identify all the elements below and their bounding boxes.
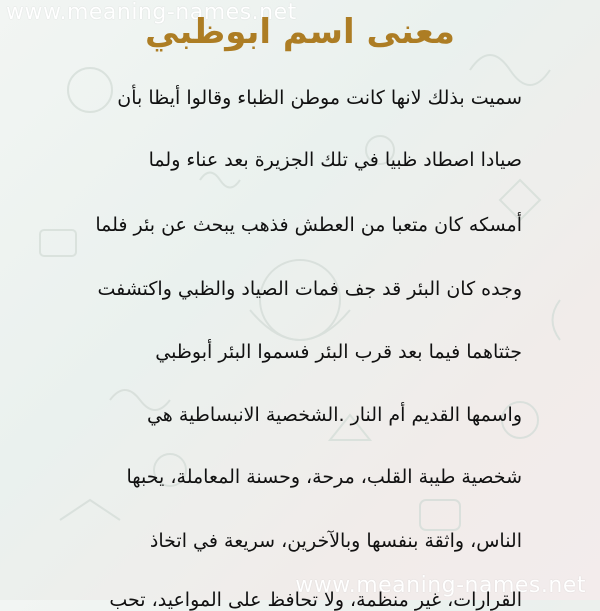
page-title: معنى اسم ابوظبي: [145, 12, 455, 52]
text-line: جثتاهما فيما بعد قرب البئر فسموا البئر أبوظبي: [155, 341, 522, 363]
text-line: أمسكه كان متعبا من العطش فذهب يبحث عن بئر فلما: [95, 214, 522, 236]
text-line: واسمها القديم أم النار .الشخصية الانبساطية هي: [146, 404, 522, 426]
site-watermark-top: www.meaning-names.net: [6, 0, 297, 25]
text-line: سميت بذلك لانها كانت موطن الظباء وقالوا أيظا بأن: [117, 87, 522, 109]
text-line: شخصية طيبة القلب، مرحة، وحسنة المعاملة، يحبها: [126, 466, 522, 488]
site-watermark-bottom: www.meaning-names.net: [295, 573, 586, 598]
text-line: صيادا اصطاد ظبيا في تلك الجزيرة بعد عناء ولما: [148, 149, 522, 171]
text-line: وجده كان البئر قد جف فمات الصياد والظبي واكتشفت: [97, 278, 522, 300]
text-line: القرارات، غير منظمة، ولا تحافظ على المواعيد، تحب: [109, 589, 522, 611]
text-line: الناس، واثقة بنفسها وبالآخرين، سريعة في اتخاذ: [149, 530, 522, 552]
